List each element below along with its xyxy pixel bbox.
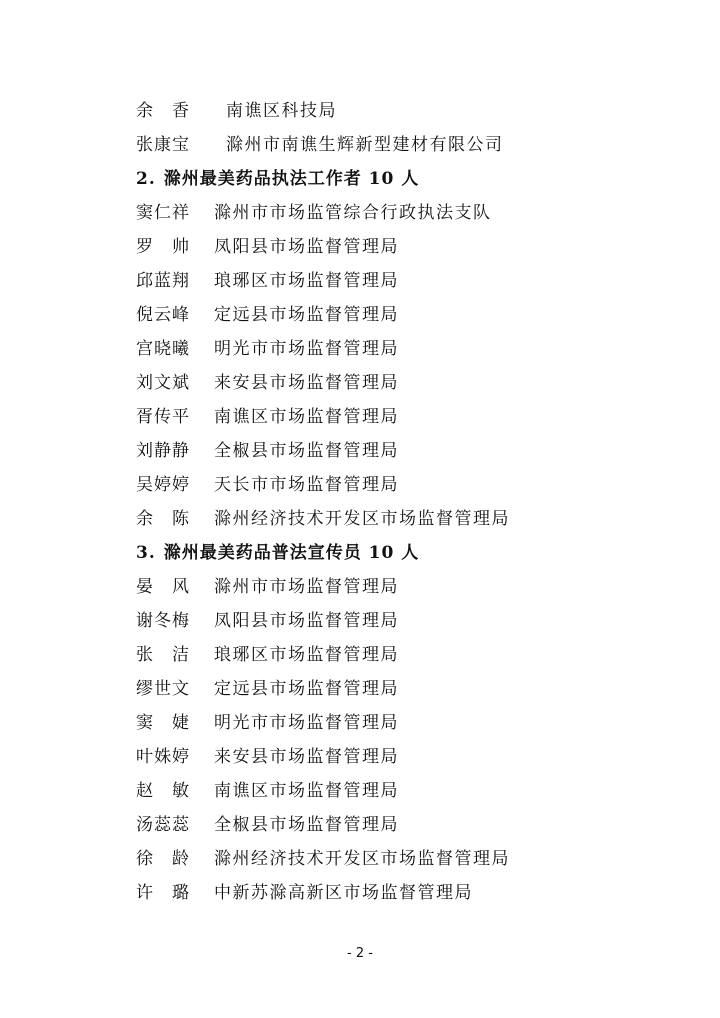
organization-name: 凤阳县市场监督管理局	[214, 611, 399, 631]
organization-name: 定远县市场监督管理局	[214, 679, 399, 699]
person-name: 宫晓曦	[136, 339, 190, 359]
list-item	[136, 706, 696, 740]
person-name: 缪世文	[136, 679, 190, 699]
person-name: 谢冬梅	[136, 611, 190, 631]
list-item	[136, 842, 696, 876]
organization-name: 琅琊区市场监督管理局	[214, 645, 399, 665]
person-name: 胥传平	[136, 407, 190, 427]
award-list	[136, 94, 696, 910]
person-name: 窦 婕	[136, 713, 190, 733]
person-name: 余 香	[136, 101, 190, 121]
list-item	[136, 196, 696, 230]
person-name: 晏 风	[136, 577, 190, 597]
organization-name: 定远县市场监督管理局	[214, 305, 399, 325]
person-name: 余 陈	[136, 509, 190, 529]
organization-name: 全椒县市场监督管理局	[214, 441, 399, 461]
organization-name: 明光市市场监督管理局	[214, 339, 399, 359]
list-item	[136, 672, 696, 706]
section-number: 2.	[136, 169, 156, 189]
organization-name: 南谯区市场监督管理局	[214, 781, 399, 801]
list-item	[136, 876, 696, 910]
list-item	[136, 230, 696, 264]
person-name: 叶姝婷	[136, 747, 190, 767]
list-item	[136, 332, 696, 366]
list-item	[136, 808, 696, 842]
person-name: 张 洁	[136, 645, 190, 665]
person-name: 倪云峰	[136, 305, 190, 325]
organization-name: 滁州经济技术开发区市场监督管理局	[214, 849, 510, 869]
organization-name: 滁州经济技术开发区市场监督管理局	[214, 509, 510, 529]
person-name: 吴婷婷	[136, 475, 190, 495]
list-item	[136, 400, 696, 434]
organization-name: 全椒县市场监督管理局	[214, 815, 399, 835]
section-number: 3.	[136, 543, 156, 563]
organization-name: 滁州市南谯生辉新型建材有限公司	[226, 135, 504, 155]
organization-name: 明光市市场监督管理局	[214, 713, 399, 733]
organization-name: 滁州市市场监管综合行政执法支队	[214, 203, 492, 223]
list-item	[136, 366, 696, 400]
person-name: 窦仁祥	[136, 203, 190, 223]
section-heading	[136, 536, 696, 570]
list-item	[136, 298, 696, 332]
list-item	[136, 502, 696, 536]
list-item	[136, 94, 696, 128]
organization-name: 来安县市场监督管理局	[214, 373, 399, 393]
list-item	[136, 774, 696, 808]
organization-name: 滁州市市场监督管理局	[214, 577, 399, 597]
list-item	[136, 570, 696, 604]
person-name: 汤蕊蕊	[136, 815, 190, 835]
list-item	[136, 434, 696, 468]
person-name: 刘静静	[136, 441, 190, 461]
list-item	[136, 468, 696, 502]
person-name: 邱蓝翔	[136, 271, 190, 291]
person-name: 张康宝	[136, 135, 190, 155]
list-item	[136, 264, 696, 298]
list-item	[136, 128, 696, 162]
person-name: 罗 帅	[136, 237, 190, 257]
section-title: 滁州最美药品普法宣传员 10 人	[163, 543, 420, 563]
section-heading	[136, 162, 696, 196]
person-name: 赵 敏	[136, 781, 190, 801]
organization-name: 天长市市场监督管理局	[214, 475, 399, 495]
person-name: 刘文斌	[136, 373, 190, 393]
section-title: 滁州最美药品执法工作者 10 人	[163, 169, 420, 189]
list-item	[136, 604, 696, 638]
page-number: - 2 -	[347, 946, 373, 961]
organization-name: 中新苏滁高新区市场监督管理局	[214, 883, 473, 903]
organization-name: 凤阳县市场监督管理局	[214, 237, 399, 257]
organization-name: 南谯区市场监督管理局	[214, 407, 399, 427]
person-name: 徐 龄	[136, 849, 190, 869]
list-item	[136, 740, 696, 774]
organization-name: 来安县市场监督管理局	[214, 747, 399, 767]
list-item	[136, 638, 696, 672]
person-name: 许 璐	[136, 883, 190, 903]
organization-name: 南谯区科技局	[226, 101, 337, 121]
organization-name: 琅琊区市场监督管理局	[214, 271, 399, 291]
